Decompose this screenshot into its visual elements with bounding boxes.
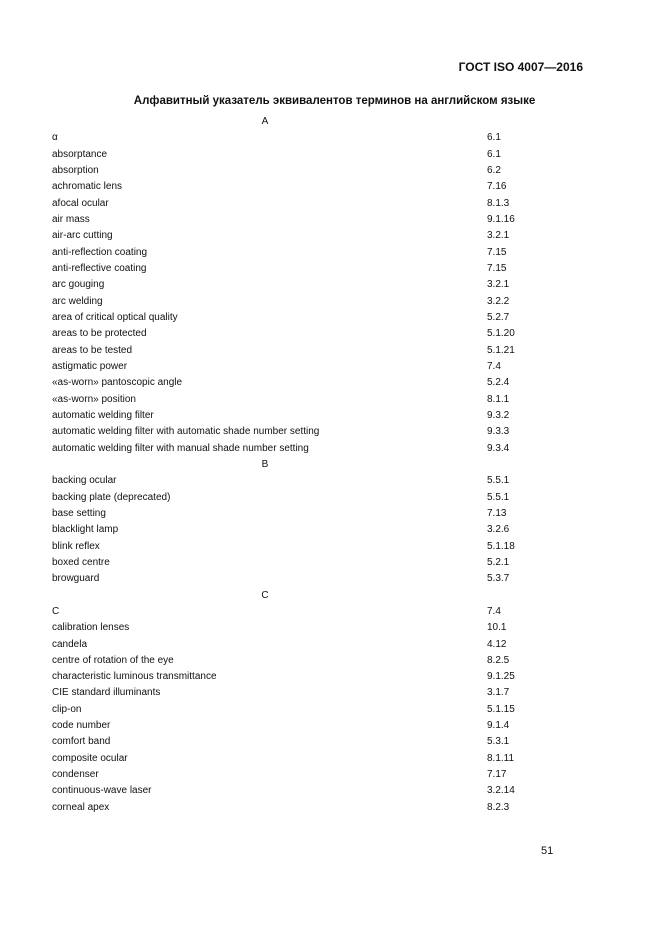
- index-entry: [0, 653, 661, 669]
- entry-reference: 6.1: [487, 132, 501, 144]
- section-letter: B: [261, 458, 269, 470]
- index-entry: [0, 620, 661, 636]
- entry-reference: 7.13: [487, 507, 507, 519]
- entry-reference: 3.2.14: [487, 785, 515, 797]
- entry-term: areas to be protected: [52, 328, 147, 340]
- index-entry: [0, 783, 661, 799]
- index-entry: [0, 277, 661, 293]
- entry-reference: 5.2.7: [487, 311, 510, 323]
- entry-term: base setting: [52, 507, 106, 519]
- index-entry: [0, 767, 661, 783]
- index-entry: [0, 473, 661, 489]
- index-entry: [0, 261, 661, 277]
- entry-term: characteristic luminous transmittance: [52, 671, 217, 683]
- entry-term: browguard: [52, 573, 100, 585]
- entry-reference: 8.2.5: [487, 654, 510, 666]
- entry-reference: 5.1.21: [487, 344, 515, 356]
- entry-term: automatic welding filter with automatic shade number setting: [52, 426, 320, 438]
- entry-reference: 5.1.18: [487, 540, 515, 552]
- entry-term: blacklight lamp: [52, 524, 119, 536]
- entry-reference: 7.17: [487, 769, 507, 781]
- entry-term: code number: [52, 720, 111, 732]
- entry-term: blink reflex: [52, 540, 100, 552]
- entry-reference: 10.1: [487, 622, 507, 634]
- entry-term: anti-reflective coating: [52, 262, 147, 274]
- entry-reference: 9.3.2: [487, 409, 510, 421]
- index-entry: [0, 604, 661, 620]
- entry-term: composite ocular: [52, 752, 128, 764]
- entry-term: corneal apex: [52, 801, 110, 813]
- index-entry: [0, 147, 661, 163]
- index-entry: [0, 718, 661, 734]
- index-entry: [0, 375, 661, 391]
- entry-term: CIE standard illuminants: [52, 687, 161, 699]
- entry-reference: 3.1.7: [487, 687, 510, 699]
- entry-term: air-arc cutting: [52, 230, 113, 242]
- index-entry: [0, 294, 661, 310]
- entry-reference: 7.15: [487, 262, 507, 274]
- document-header: ГОСТ ISO 4007—2016: [458, 60, 583, 74]
- index-entry: [0, 441, 661, 457]
- index-entry: [0, 734, 661, 750]
- index-entry: [0, 163, 661, 179]
- index-entry: [0, 751, 661, 767]
- entry-term: calibration lenses: [52, 622, 130, 634]
- entry-reference: 8.1.11: [487, 752, 515, 764]
- entry-term: air mass: [52, 213, 90, 225]
- index-entry: [0, 359, 661, 375]
- entry-reference: 9.1.16: [487, 213, 515, 225]
- entry-term: centre of rotation of the eye: [52, 654, 174, 666]
- entry-term: continuous-wave laser: [52, 785, 152, 797]
- index-entry: [0, 539, 661, 555]
- index-list: [0, 114, 661, 816]
- index-entry: [0, 637, 661, 653]
- index-entry: [0, 310, 661, 326]
- index-entry: [0, 179, 661, 195]
- section-heading: [0, 114, 661, 130]
- index-entry: [0, 228, 661, 244]
- entry-reference: 4.12: [487, 638, 507, 650]
- entry-reference: 5.3.1: [487, 736, 510, 748]
- entry-term: area of critical optical quality: [52, 311, 178, 323]
- entry-term: astigmatic power: [52, 360, 128, 372]
- entry-term: absorptance: [52, 148, 108, 160]
- entry-term: backing plate (deprecated): [52, 491, 171, 503]
- index-entry: [0, 800, 661, 816]
- entry-reference: 6.2: [487, 164, 501, 176]
- entry-reference: 3.2.2: [487, 295, 510, 307]
- index-entry: [0, 212, 661, 228]
- entry-reference: 7.16: [487, 181, 507, 193]
- index-entry: [0, 392, 661, 408]
- index-entry: [0, 522, 661, 538]
- index-entry: [0, 130, 661, 146]
- index-entry: [0, 571, 661, 587]
- page-title: Алфавитный указатель эквивалентов терминов на английском языке: [133, 95, 536, 107]
- entry-term: areas to be tested: [52, 344, 133, 356]
- index-entry: [0, 490, 661, 506]
- index-entry: [0, 702, 661, 718]
- index-entry: [0, 196, 661, 212]
- entry-reference: 5.3.7: [487, 573, 510, 585]
- entry-term: absorption: [52, 164, 99, 176]
- entry-term: afocal ocular: [52, 197, 109, 209]
- index-entry: [0, 669, 661, 685]
- index-entry: [0, 424, 661, 440]
- entry-reference: 3.2.6: [487, 524, 510, 536]
- index-entry: [0, 685, 661, 701]
- entry-term: «as-worn» position: [52, 393, 136, 405]
- entry-reference: 3.2.1: [487, 279, 510, 291]
- section-letter: C: [261, 589, 269, 601]
- entry-reference: 3.2.1: [487, 230, 510, 242]
- entry-reference: 7.4: [487, 605, 501, 617]
- entry-reference: 5.2.4: [487, 377, 510, 389]
- entry-reference: 5.2.1: [487, 556, 510, 568]
- entry-reference: 9.1.4: [487, 720, 510, 732]
- index-entry: [0, 408, 661, 424]
- entry-term: clip-on: [52, 703, 82, 715]
- entry-reference: 9.3.4: [487, 442, 510, 454]
- entry-term: automatic welding filter with manual shade number setting: [52, 442, 309, 454]
- entry-reference: 8.1.1: [487, 393, 510, 405]
- section-letter: A: [261, 116, 269, 127]
- entry-term: candela: [52, 638, 88, 650]
- section-heading: [0, 588, 661, 604]
- entry-reference: 8.2.3: [487, 801, 510, 813]
- entry-term: anti-reflection coating: [52, 246, 148, 258]
- entry-reference: 5.1.20: [487, 328, 515, 340]
- entry-reference: 5.1.15: [487, 703, 515, 715]
- entry-reference: 8.1.3: [487, 197, 510, 209]
- entry-term: arc gouging: [52, 279, 105, 291]
- section-heading: [0, 457, 661, 473]
- index-entry: [0, 245, 661, 261]
- entry-reference: 5.5.1: [487, 475, 510, 487]
- entry-reference: 7.15: [487, 246, 507, 258]
- entry-term: α: [52, 132, 58, 144]
- entry-term: C: [52, 605, 60, 617]
- entry-reference: 7.4: [487, 360, 501, 372]
- entry-reference: 5.5.1: [487, 491, 510, 503]
- entry-term: comfort band: [52, 736, 111, 748]
- index-entry: [0, 343, 661, 359]
- entry-term: backing ocular: [52, 475, 117, 487]
- entry-reference: 9.1.25: [487, 671, 515, 683]
- index-entry: [0, 555, 661, 571]
- entry-term: condenser: [52, 769, 99, 781]
- entry-term: «as-worn» pantoscopic angle: [52, 377, 183, 389]
- entry-reference: 6.1: [487, 148, 501, 160]
- page-number: 51: [541, 845, 554, 857]
- entry-term: boxed centre: [52, 556, 110, 568]
- entry-term: automatic welding filter: [52, 409, 154, 421]
- entry-term: arc welding: [52, 295, 103, 307]
- index-entry: [0, 506, 661, 522]
- entry-term: achromatic lens: [52, 181, 123, 193]
- entry-reference: 9.3.3: [487, 426, 510, 438]
- index-entry: [0, 326, 661, 342]
